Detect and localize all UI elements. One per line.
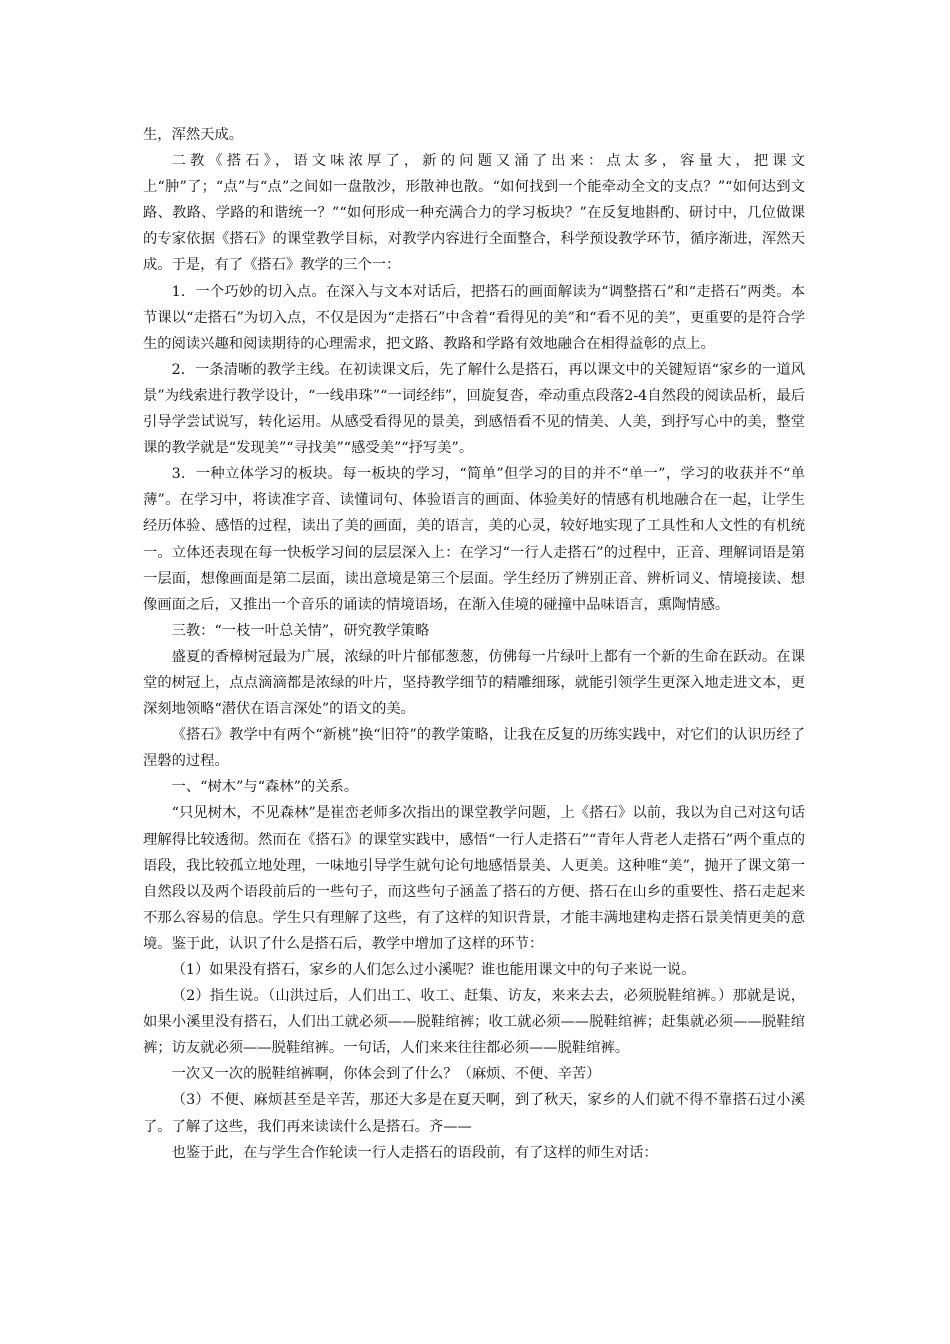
step-2: （2）指生说。（山洪过后，人们出工、收工、赶集、访友，来来去去，必须脱鞋绾裤。）那就是说，如果小溪里没有搭石，人们出工就必须——脱鞋绾裤；收工就必须——脱鞋绾裤；赶集就必须——脱鞋绾裤；访友就必须——脱鞋绾裤。一句话，人们来来往往都必须——脱鞋绾裤。 [143, 988, 805, 1057]
paragraph-dialogue-intro: 也鉴于此，在与学生合作轮读一行人走搭石的语段前，有了这样的师生对话： [171, 1144, 658, 1161]
step-3: （3）不便、麻烦甚至是辛苦，那还大多是在夏天啊，到了秋天，家乡的人们就不得不靠搭石过小溪了。了解了这些，我们再来读读什么是搭石。齐—— [143, 1092, 805, 1135]
section-heading-third-teaching: 三教：“一枝一叶总关情”，研究教学策略 [171, 622, 430, 639]
paragraph-second-teaching: 二教《搭石》，语文味浓厚了，新的问题又涌了出来：点太多，容量大，把课文上“肿”了；“点”与“点”之间如一盘散沙，形散神也散。“如何找到一个能牵动全文的支点？”“如何达到文路、教路、学路的和谐统一？”“如何形成一种充满合力的学习板块？”在反复地斟酌、研讨中，几位做课的专家依据《搭石》的课堂教学目标，对教学内容进行全面整合，科学预设教学环节，循序渐进，浑然天成。于是，有了《搭石》教学的三个一： [143, 153, 805, 274]
step-1: （1）如果没有搭石，家乡的人们怎么过小溪呢？谁也能用课文中的句子来说一说。 [171, 962, 696, 978]
subheading-trees-forest: 一、“树木”与“森林”的关系。 [171, 779, 359, 796]
paragraph-point-2: 2．一条清晰的教学主线。在初读课文后，先了解什么是搭石，再以课文中的关键短语“家乡的一道风景”为线索进行教学设计，“一线串珠”“一词经纬”，回旋复沓，牵动重点段落2-4自然段的阅读品析，最后引导学尝试说写，转化运用。从感受看得见的景美，到感悟看不见的情美、人美，到抒写心中的美，整堂课的教学就是“发现美”“寻找美”“感受美”“抒写美”。 [143, 361, 805, 457]
paragraph-point-1: 1．一个巧妙的切入点。在深入与文本对话后，把搭石的画面解读为“调整搭石”和“走搭石”两类。本节课以“走搭石”为切入点，不仅是因为“走搭石”中含着“看得见的美”和“看不见的美”，更重要的是符合学生的阅读兴趣和阅读期待的心理需求，把文路、教路和学路有效地融合在相得益彰的点上。 [143, 283, 805, 352]
paragraph-point-3: 3．一种立体学习的板块。每一板块的学习，“简单”但学习的目的并不“单一”，学习的收获并不“单薄”。在学习中，将读准字音、读懂词句、体验语言的画面、体验美好的情感有机地融合在一起，让学生经历体验、感悟的过程，读出了美的画面，美的语言，美的心灵，较好地实现了工具性和人文性的有机统一。立体还表现在每一快板学习间的层层深入上：在学习“一行人走搭石”的过程中，正音、理解词语是第一层面，想像画面是第二层面，读出意境是第三个层面。学生经历了辨别正音、辨析词义、情境接读、想像画面之后，又推出一个音乐的诵读的情境语场，在渐入佳境的碰撞中品味语言，熏陶情感。 [143, 466, 805, 613]
paragraph-trees-forest: “只见树木，不见森林”是崔峦老师多次指出的课堂教学问题，上《搭石》以前，我以为自己对这句话理解得比较透彻。然而在《搭石》的课堂实践中，感悟“一行人走搭石”“青年人背老人走搭石”两个重点的语段，我比较孤立地处理，一味地引导学生就句论句地感悟景美、人更美。这种唯“美”，抛开了课文第一自然段以及两个语段前后的一些句子，而这些句子涵盖了搭石的方便、搭石在山乡的重要性、搭石走起来不那么容易的信息。学生只有理解了这些，有了这样的知识背景，才能丰满地建构走搭石景美情更美的意境。鉴于此，认识了什么是搭石后，教学中增加了这样的环节： [143, 805, 805, 952]
paragraph-question: 一次又一次的脱鞋绾裤啊，你体会到了什么？（麻烦、不便、辛苦） [171, 1066, 601, 1083]
paragraph-camphor-tree: 盛夏的香樟树冠最为广展，浓绿的叶片郁郁葱葱，仿佛每一片绿叶上都有一个新的生命在跃动。在课堂的树冠上，点点滴滴都是浓绿的叶片，坚持教学细节的精雕细琢，就能引领学生更深入地走进文本，更深刻地领略“潜伏在语言深处”的语文的美。 [143, 648, 805, 718]
document-body [143, 122, 805, 1166]
paragraph-strategies: 《搭石》教学中有两个“新桃”换“旧符”的教学策略，让我在反复的历练实践中，对它们的认识历经了涅磐的过程。 [143, 727, 805, 770]
paragraph-continuation: 生，浑然天成。 [143, 127, 244, 143]
